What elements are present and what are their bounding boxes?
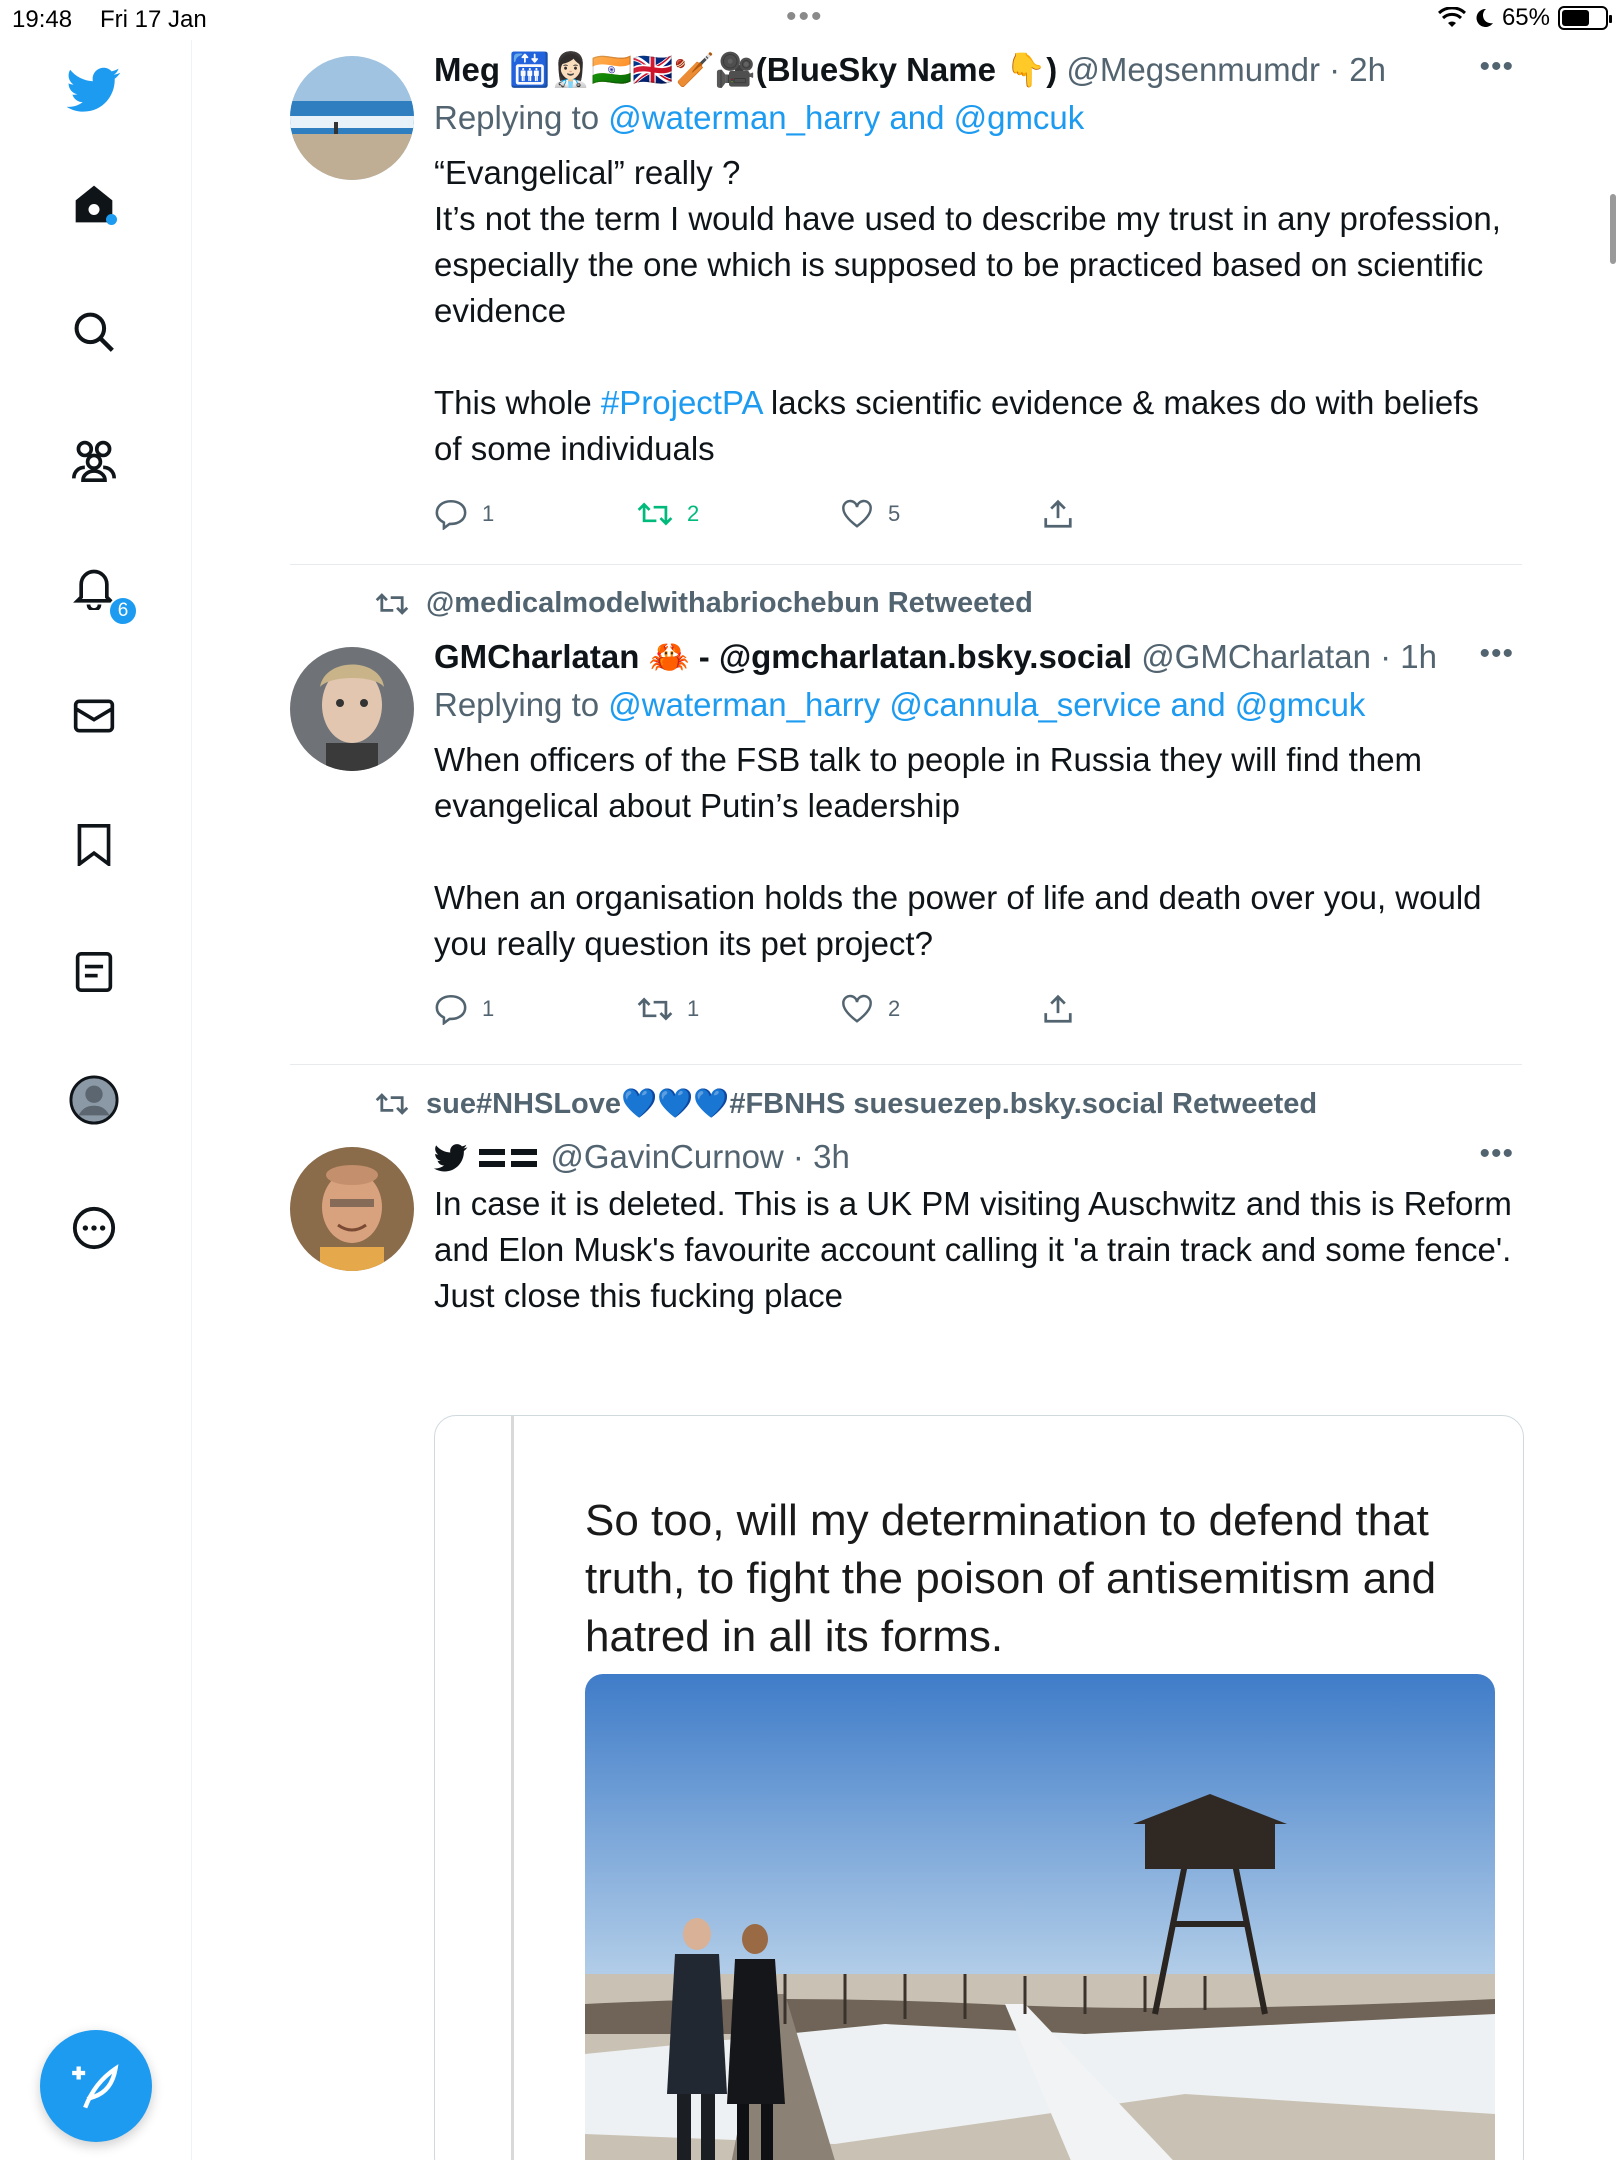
retweeted-by: @medicalmodelwithabriochebun Retweeted (426, 587, 1033, 619)
retweet-count: 2 (687, 501, 700, 526)
like-count: 5 (888, 501, 901, 526)
avatar[interactable] (290, 1147, 414, 1271)
status-date: Fri 17 Jan (100, 6, 207, 33)
sidebar-nav (0, 40, 192, 2160)
display-name[interactable]: Meg 🛗👩🏻‍⚕️🇮🇳🇬🇧🏏🎥(BlueSky Name 👇) (434, 51, 1058, 88)
retweet-button[interactable] (637, 499, 840, 529)
tweet-header: @GavinCurnow · 3h (434, 1137, 1514, 1177)
reply-button[interactable] (434, 993, 637, 1025)
compose-tweet-button[interactable] (40, 2030, 152, 2142)
avatar[interactable] (290, 647, 414, 771)
share-button[interactable] (1043, 994, 1246, 1024)
display-name[interactable]: GMCharlatan 🦀 - @gmcharlatan.bsky.social (434, 638, 1133, 675)
media-quote-text: So too, will my determination to defend that truth, to fight the poison of antisemitism and hatred in all its forms. (585, 1496, 1437, 1661)
bookmark-icon (74, 822, 114, 866)
wifi-icon (1438, 7, 1466, 29)
tweet[interactable] (290, 1065, 1522, 2160)
replying-to-handles[interactable]: @waterman_harry and @gmcuk (608, 99, 1085, 136)
reply-count: 1 (482, 501, 495, 526)
tweet-text: “Evangelical” really ? It’s not the term I would have used to describe my trust in any profession, especially the one which is supposed to be practiced based on scientific evidence This whole #ProjectPA lacks scientific evidence & makes do with beliefs of some individuals (434, 154, 1501, 467)
replying-to: Replying to @waterman_harry @cannula_service and @gmcuk (434, 686, 1366, 723)
retweet-icon (637, 499, 673, 529)
tweet-text: In case it is deleted. This is a UK PM visiting Auschwitz and this is Reform and Elon Musk's favourite account calling it 'a train track and some fence'. Just close this fucking place (434, 1185, 1512, 1314)
home-unread-dot (106, 214, 117, 225)
reply-button[interactable] (434, 498, 637, 530)
heart-icon (840, 499, 874, 529)
sidebar-item-bookmarks[interactable] (66, 816, 122, 872)
like-count: 2 (888, 996, 901, 1021)
more-options-icon[interactable]: ••• (1479, 50, 1514, 83)
retweet-count: 1 (687, 996, 700, 1021)
tweet-header: GMCharlatan 🦀 - @gmcharlatan.bsky.social @GMCharlatan · 1h (434, 638, 1437, 675)
share-button[interactable] (1043, 499, 1246, 529)
mail-icon (72, 694, 116, 738)
more-circle-icon (71, 1205, 117, 1251)
timeline (290, 40, 1522, 2160)
sidebar-item-messages[interactable] (66, 688, 122, 744)
more-options-icon[interactable]: ••• (1479, 1137, 1514, 1170)
share-icon (1043, 499, 1073, 529)
quote-bar (511, 1416, 514, 2160)
tweet-content (434, 637, 1514, 1029)
bird-emoji-icon (434, 1144, 468, 1172)
tweet-content (434, 50, 1514, 534)
reply-icon (434, 993, 468, 1025)
tweet[interactable] (290, 565, 1522, 1065)
like-button[interactable] (840, 499, 1043, 529)
profile-icon (69, 1075, 119, 1125)
twitter-logo-icon[interactable] (66, 62, 122, 118)
reply-count: 1 (482, 996, 495, 1021)
handle[interactable]: @Megsenmumdr (1066, 51, 1320, 88)
sidebar-item-profile[interactable] (66, 1072, 122, 1128)
scrollbar[interactable] (1610, 194, 1616, 264)
retweet-icon (374, 590, 410, 618)
multitasking-dots-icon[interactable]: ••• (786, 0, 824, 33)
avatar[interactable] (290, 56, 414, 180)
retweet-context[interactable] (374, 587, 1033, 620)
battery-percent: 65% (1501, 4, 1550, 31)
handle[interactable]: @GMCharlatan (1141, 638, 1371, 675)
flag-emoji-icon (477, 1147, 541, 1171)
sidebar-item-explore[interactable] (66, 304, 122, 360)
timestamp[interactable]: 2h (1349, 51, 1387, 88)
share-icon (1043, 994, 1073, 1024)
tweet-content (434, 1137, 1514, 1319)
sidebar-item-lists[interactable] (66, 944, 122, 1000)
status-time: 19:48 (12, 6, 73, 33)
retweeted-by: sue#NHSLove💙💙💙#FBNHS suesuezep.bsky.social Retweeted (426, 1088, 1318, 1120)
tweet-text: When officers of the FSB talk to people in Russia they will find them evangelical about Putin’s leadership When an organisation holds the power of life and death over you, would you really question its pet project? (434, 741, 1482, 962)
list-icon (74, 950, 114, 994)
tweet-media-image[interactable] (434, 1415, 1524, 2160)
sidebar-item-communities[interactable] (66, 432, 122, 488)
timestamp[interactable]: 1h (1400, 638, 1437, 675)
status-bar (0, 0, 1620, 40)
replying-to-handles[interactable]: @waterman_harry @cannula_service and @gmcuk (608, 686, 1366, 723)
more-options-icon[interactable]: ••• (1479, 637, 1514, 670)
sidebar-item-more[interactable] (66, 1200, 122, 1256)
heart-icon (840, 994, 874, 1024)
notifications-badge: 6 (108, 596, 138, 626)
retweet-icon (637, 994, 673, 1024)
compose-feather-icon (70, 2060, 122, 2112)
tweet[interactable] (290, 40, 1522, 565)
tweet-actions (434, 989, 1514, 1029)
hashtag-link[interactable]: #ProjectPA (600, 384, 762, 421)
handle[interactable]: @GavinCurnow (550, 1138, 784, 1175)
status-right (1438, 4, 1608, 32)
retweet-icon (374, 1090, 410, 1118)
tweet-header: Meg 🛗👩🏻‍⚕️🇮🇳🇬🇧🏏🎥(BlueSky Name 👇) @Megsenmumdr · 2h (434, 51, 1387, 88)
like-button[interactable] (840, 994, 1043, 1024)
battery-icon (1558, 6, 1608, 30)
tweet-actions (434, 494, 1514, 534)
auschwitz-photo (585, 1674, 1495, 2160)
timestamp[interactable]: 3h (813, 1138, 850, 1175)
retweet-context[interactable] (374, 1087, 1317, 1121)
communities-icon (70, 438, 118, 482)
moon-icon (1474, 7, 1494, 29)
reply-icon (434, 498, 468, 530)
search-icon (72, 310, 116, 354)
retweet-button[interactable] (637, 994, 840, 1024)
replying-to: Replying to @waterman_harry and @gmcuk (434, 99, 1085, 136)
